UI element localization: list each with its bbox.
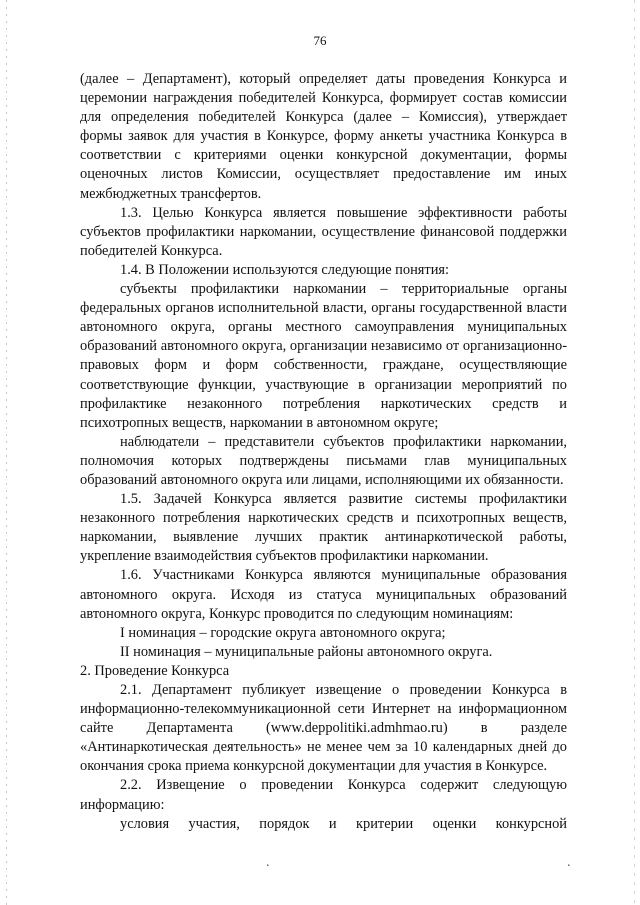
paragraph-2-1: 2.1. Департамент публикует извещение о проведении Конкурса в информационно-телекоммуникационной сети Интернет на информационном сайте Департамента (www.deppolitiki.admhmao.ru) в разделе «Антинаркотическая деятельность» не менее чем за 10 календарных дней до окончания срока приема конкурсной документации для участия в Конкурсе. bbox=[80, 682, 567, 775]
document-body bbox=[80, 70, 567, 834]
paragraph-conditions: условия участия, порядок и критерии оценки конкурсной bbox=[120, 815, 567, 832]
nomination-2: II номинация – муниципальные районы автономного округа. bbox=[120, 643, 493, 660]
scan-edge-left bbox=[6, 0, 7, 905]
scan-edge-right bbox=[634, 0, 635, 905]
paragraph-2-2: 2.2. Извещение о проведении Конкурса содержит следующую информацию: bbox=[80, 777, 567, 813]
paragraph-departament: (далее – Департамент), который определяет даты проведения Конкурса и церемонии награждения победителей Конкурса, формирует состав комиссии для определения победителей Конкурса (далее – Комиссия), утверждает формы заявок для участия в Конкурсе, форму анкеты участника Конкурса в соответствии с критериями оценки конкурсной документации, формы оценочных листов Комиссии, осуществляет предоставление им иных межбюджетных трансфертов. bbox=[80, 71, 567, 202]
paragraph-1-6: 1.6. Участниками Конкурса являются муниципальные образования автономного округа. Исходя из статуса муниципальных образований автономного округа, Конкурс проводится по следующим номинациям: bbox=[80, 567, 567, 622]
paragraph-1-4: 1.4. В Положении используются следующие понятия: bbox=[120, 261, 450, 278]
scan-speck: . bbox=[266, 855, 270, 870]
paragraph-1-3: 1.3. Целью Конкурса является повышение эффективности работы субъектов профилактики наркомании, осуществление финансовой поддержки победителей Конкурса. bbox=[80, 204, 567, 259]
section-heading: 2. Проведение Конкурса bbox=[80, 662, 230, 679]
definition-subjects: субъекты профилактики наркомании – территориальные органы федеральных органов исполнительной власти, органы государственной власти автономного округа, органы местного самоуправления муниципальных образований автономного округа, организации независимо от организационно-правовых форм и форм собственности, граждане, осуществляющие соответствующие функции, участвующие в организации мероприятий по профилактике незаконного потребления наркотических средств и психотропных веществ, наркомании в автономном округе; bbox=[80, 281, 567, 431]
paragraph-1-5: 1.5. Задачей Конкурса является развитие системы профилактики незаконного потребления наркотических средств и психотропных веществ, наркомании, выявление лучших практик антинаркотической работы, укрепление взаимодействия субъектов профилактики наркомании. bbox=[80, 491, 567, 565]
scan-speck: . bbox=[567, 855, 571, 870]
definition-observers: наблюдатели – представители субъектов профилактики наркомании, полномочия которых подтверждены письмами глав муниципальных образований автономного округа или лицами, исполняющими их обязанности. bbox=[80, 433, 567, 488]
page-number: 76 bbox=[313, 33, 327, 48]
nomination-1: I номинация – городские округа автономного округа; bbox=[120, 624, 446, 641]
